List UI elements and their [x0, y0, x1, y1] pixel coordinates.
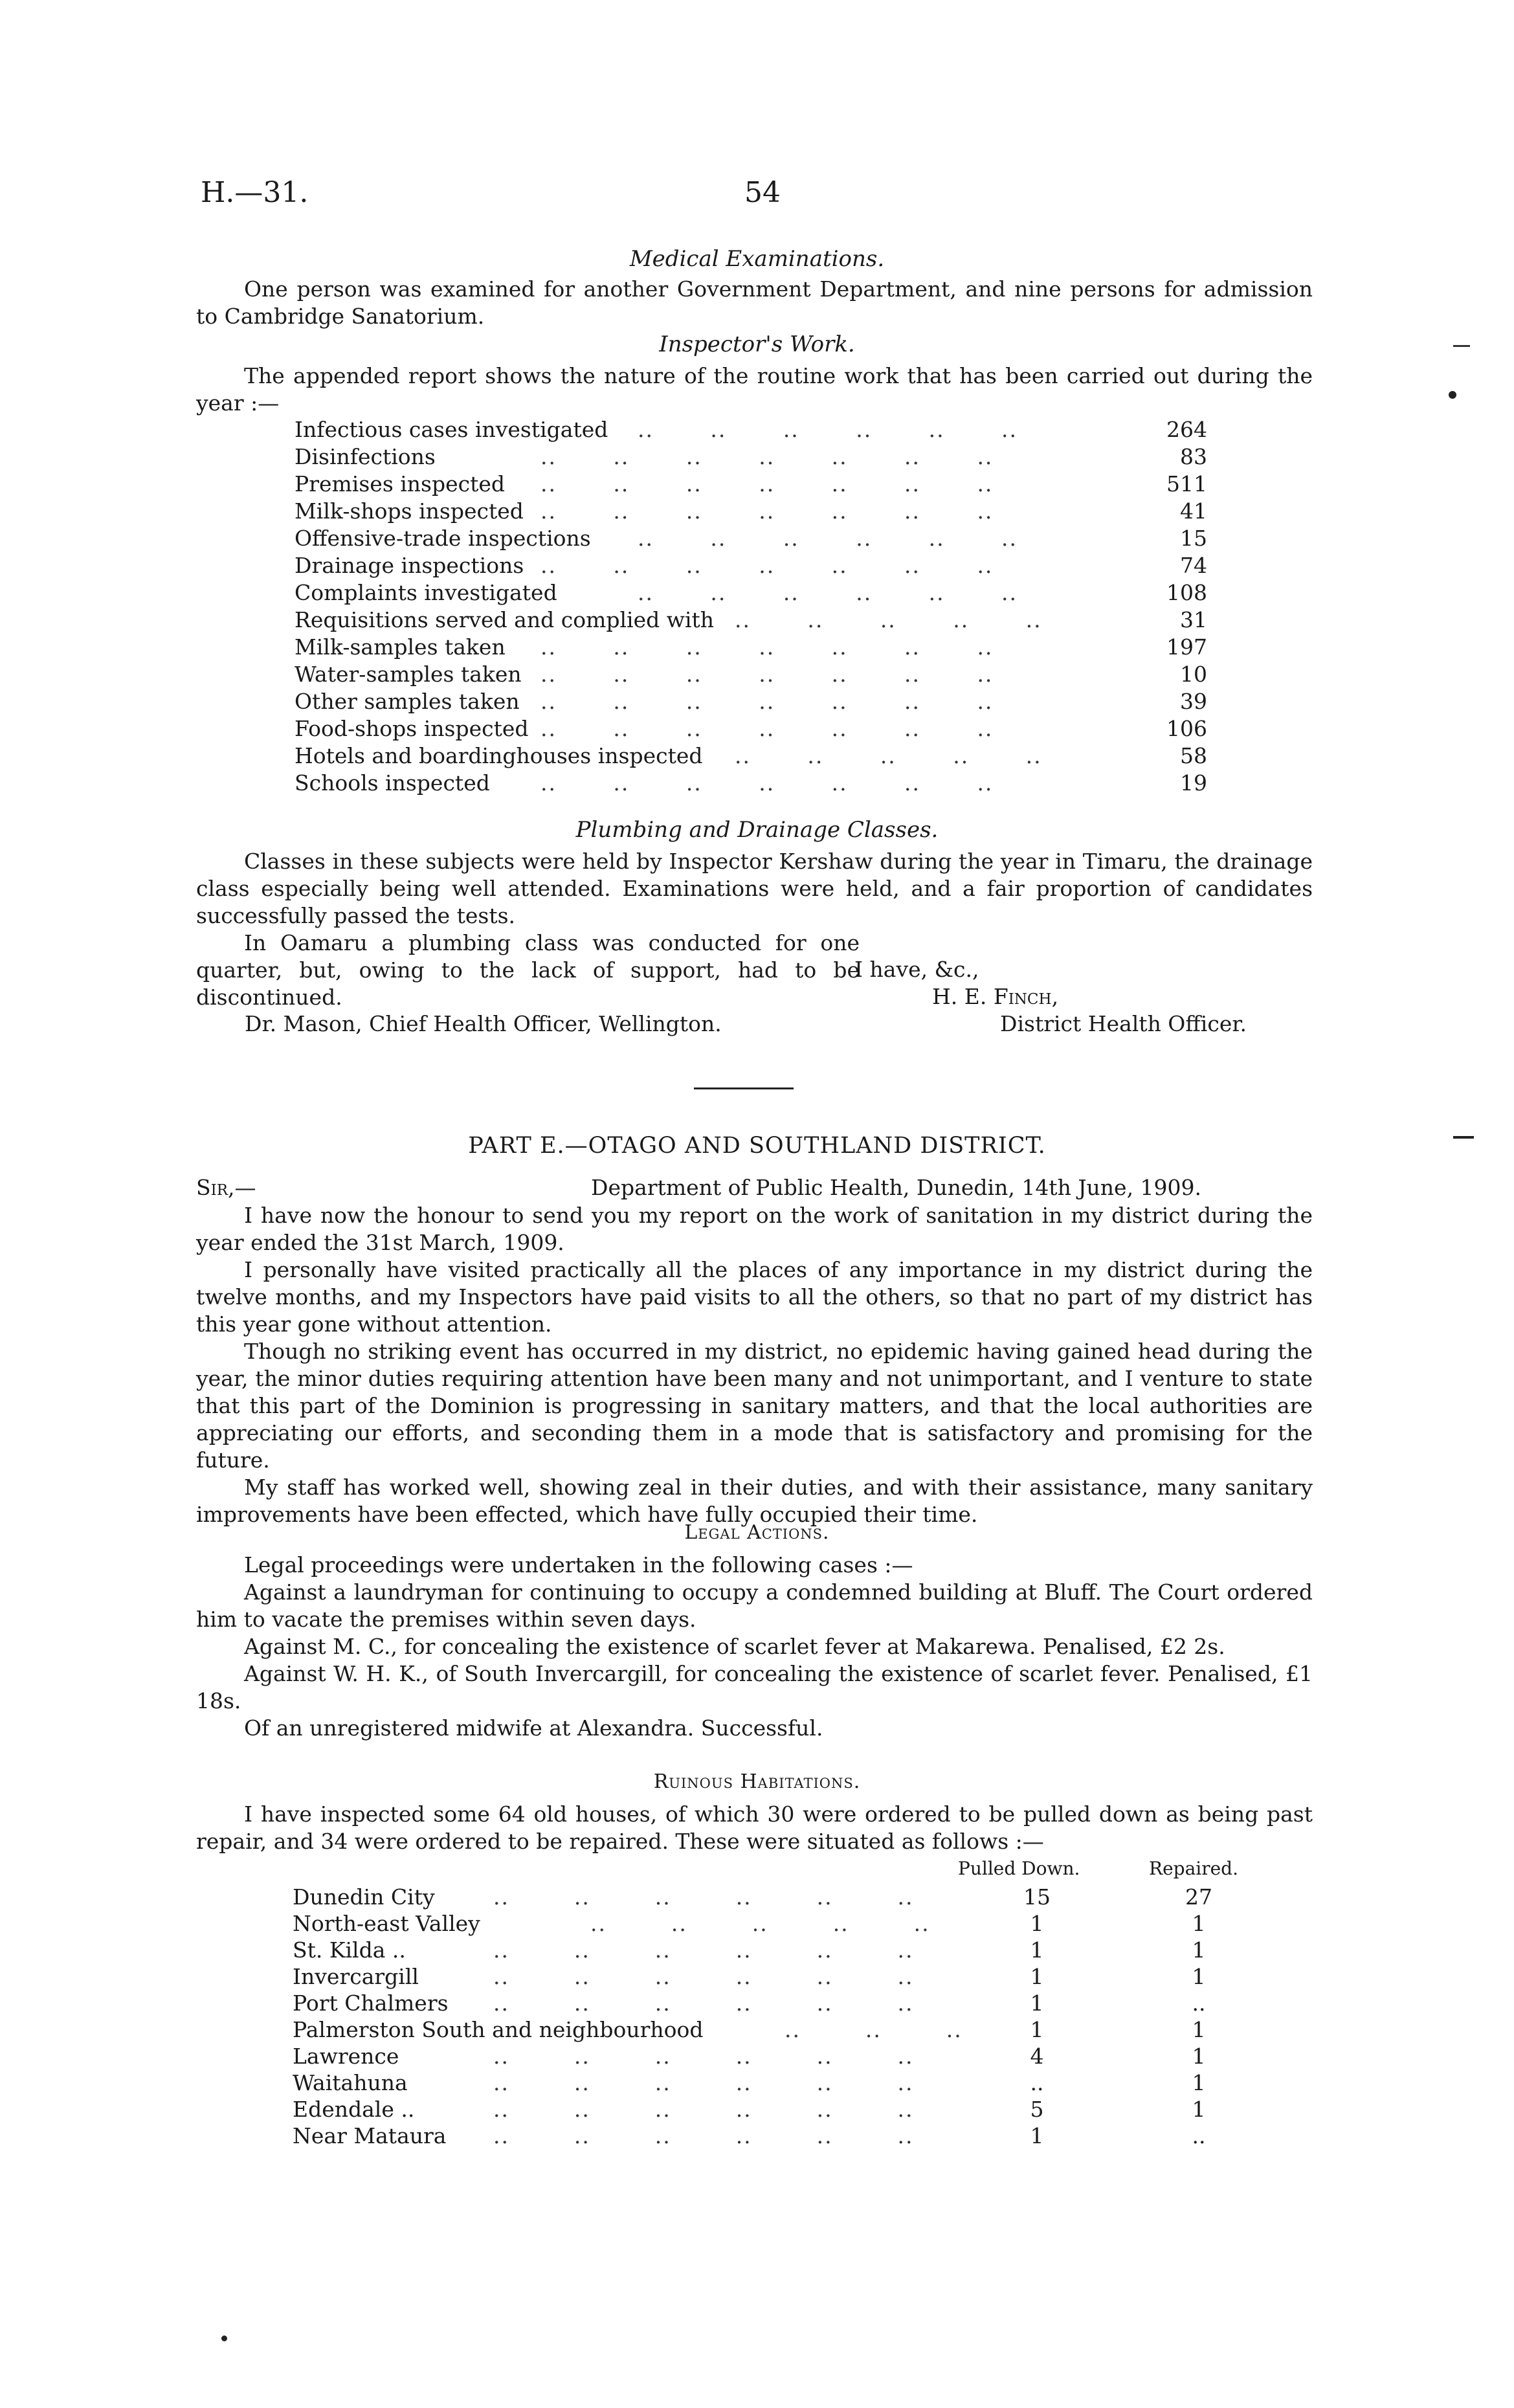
list-item: Premises inspected .. .. .. .. .. .. .. 511 — [295, 471, 1207, 496]
list-item: Water-samples taken .. .. .. .. .. .. .. 10 — [295, 662, 1207, 687]
medical-text — [196, 276, 1313, 330]
item-value: 15 — [1180, 526, 1207, 551]
item-label: Food-shops inspected — [295, 716, 529, 741]
item-label: Infectious cases investigated — [295, 417, 608, 442]
legal-body — [196, 1552, 1313, 1742]
part-e-paragraph: I personally have visited practically all the places of any importance in my district during the twelve months, and my Inspectors have paid visits to all the others, so that no part of my district has this year gone without attention. — [196, 1257, 1313, 1337]
pulled-down-value: 5 — [1030, 2097, 1044, 2122]
list-item: Requisitions served and complied with .. .. .. .. .. 31 — [295, 607, 1207, 632]
margin-mark — [1453, 345, 1470, 347]
place-name: North-east Valley — [293, 1911, 480, 1936]
part-e-body — [196, 1202, 1313, 1528]
repaired-value: 1 — [1192, 2097, 1206, 2122]
list-item: Complaints investigated .. .. .. .. .. .. 108 — [295, 580, 1207, 605]
list-item: Food-shops inspected .. .. .. .. .. .. .. 106 — [295, 716, 1207, 741]
place-name: Near Mataura — [293, 2123, 447, 2148]
list-item: Milk-shops inspected .. .. .. .. .. .. .. 41 — [295, 498, 1207, 524]
ruinous-heading: Ruinous Habitations. — [653, 1770, 861, 1793]
item-value: 106 — [1166, 716, 1207, 741]
repaired-value: 1 — [1192, 2017, 1206, 2042]
item-label: Drainage inspections — [295, 553, 524, 578]
medical-paragraph: One person was examined for another Government Department, and nine persons for admission to Cambridge Sanatorium. — [196, 276, 1313, 329]
place-name: Palmerston South and neighbourhood — [293, 2017, 704, 2042]
addressee: Dr. Mason, Chief Health Officer, Wellington. — [245, 1011, 722, 1036]
list-item: Drainage inspections .. .. .. .. .. .. .. 74 — [295, 553, 1207, 578]
legal-heading: Legal Actions. — [684, 1521, 830, 1544]
table-row: St. Kilda .. .. .. .. .. .. .. 1 1 — [293, 1937, 1276, 1964]
table-row: Near Mataura .. .. .. .. .. .. 1 .. — [293, 2123, 1276, 2150]
item-value: 74 — [1180, 553, 1207, 578]
salutation: Sir,— — [196, 1175, 256, 1200]
item-value: 197 — [1166, 634, 1207, 660]
table-row: Palmerston South and neighbourhood .. .. .. 1 1 — [293, 2016, 1276, 2044]
list-item: Other samples taken .. .. .. .. .. .. .. 39 — [295, 689, 1207, 714]
place-name: St. Kilda .. — [293, 1937, 406, 1963]
legal-paragraph: Against a laundryman for continuing to occupy a condemned building at Bluff. The Court ordered him to vacate the premises within seven days. — [196, 1579, 1313, 1632]
table-row: Invercargill .. .. .. .. .. .. 1 1 — [293, 1963, 1276, 1990]
pulled-down-value: 1 — [1030, 2017, 1044, 2042]
list-item: Disinfections .. .. .. .. .. .. .. 83 — [295, 444, 1207, 469]
medical-heading: Medical Examinations. — [629, 246, 885, 272]
item-label: Disinfections — [295, 444, 436, 469]
legal-paragraph: Against W. H. K., of South Invercargill, for concealing the existence of scarlet fever. Penalised, £1 18s. — [196, 1661, 1313, 1713]
inspector-intro — [196, 362, 1313, 417]
plumbing-text — [196, 848, 1313, 1011]
report-reference: H.—31. — [201, 176, 309, 209]
pulled-down-value: 1 — [1030, 1990, 1044, 2016]
item-value: 41 — [1180, 498, 1207, 524]
item-label: Schools inspected — [295, 770, 490, 796]
signatory-title: District Health Officer. — [1000, 1011, 1247, 1036]
item-value: 511 — [1166, 471, 1207, 496]
legal-paragraph: Legal proceedings were undertaken in the following cases :— — [244, 1552, 913, 1577]
list-item: Schools inspected .. .. .. .. .. .. .. 19 — [295, 770, 1207, 796]
item-label: Other samples taken — [295, 689, 520, 714]
item-value: 108 — [1166, 580, 1207, 605]
repaired-value: 1 — [1192, 1964, 1206, 1989]
signatory-name: H. E. Finch, — [932, 984, 1059, 1009]
margin-mark — [1453, 1136, 1474, 1139]
item-label: Requisitions served and complied with — [295, 607, 715, 632]
place-name: Lawrence — [293, 2044, 399, 2069]
part-e-heading: PART E.—OTAGO AND SOUTHLAND DISTRICT. — [468, 1133, 1046, 1159]
pulled-down-value: 1 — [1030, 1937, 1044, 1963]
pulled-down-value: .. — [1030, 2070, 1044, 2095]
part-e-paragraph: Though no striking event has occurred in my district, no epidemic having gained head during the year, the minor duties requiring attention have been many and not unimportant, and I venture to state that this part of the Dominion is progressing in sanitary matters, and that the local authorities are appreciating our efforts, and seconding them in a mode that is satisfactory and promising for the future. — [196, 1339, 1313, 1473]
place-name: Dunedin City — [293, 1884, 435, 1910]
place-name: Waitahuna — [293, 2070, 408, 2095]
table-row: Waitahuna .. .. .. .. .. .. .. 1 — [293, 2069, 1276, 2097]
closing-phrase: I have, &c., — [854, 957, 979, 982]
item-value: 31 — [1180, 607, 1207, 632]
column-header-pulled-down: Pulled Down. — [958, 1858, 1080, 1879]
item-value: 264 — [1166, 417, 1207, 442]
plumbing-paragraph-1: Classes in these subjects were held by Inspector Kershaw during the year in Timaru, the drainage class especially being well attended. Examinations were held, and a fair proportion of candidates successfully passed the tests. — [196, 849, 1313, 928]
pulled-down-value: 1 — [1030, 2123, 1044, 2148]
table-row: North-east Valley .. .. .. .. .. 1 1 — [293, 1910, 1276, 1937]
item-label: Milk-shops inspected — [295, 498, 524, 524]
inspector-intro-paragraph: The appended report shows the nature of the routine work that has been carried out during the year :— — [196, 363, 1313, 416]
repaired-value: .. — [1192, 2123, 1206, 2148]
item-label: Water-samples taken — [295, 662, 522, 687]
list-item: Milk-samples taken .. .. .. .. .. .. .. 197 — [295, 634, 1207, 660]
repaired-value: 1 — [1192, 1937, 1206, 1963]
item-value: 10 — [1180, 662, 1207, 687]
repaired-value: 1 — [1192, 1911, 1206, 1936]
table-row: Lawrence .. .. .. .. .. .. 4 1 — [293, 2043, 1276, 2070]
plumbing-heading: Plumbing and Drainage Classes. — [575, 817, 939, 843]
item-label: Premises inspected — [295, 471, 506, 496]
place-name: Edendale .. — [293, 2097, 415, 2122]
list-item: Hotels and boardinghouses inspected .. .. .. .. .. 58 — [295, 743, 1207, 768]
repaired-value: 1 — [1192, 2070, 1206, 2095]
pulled-down-value: 4 — [1030, 2044, 1044, 2069]
item-label: Complaints investigated — [295, 580, 557, 605]
place-name: Port Chalmers — [293, 1990, 449, 2016]
pulled-down-value: 1 — [1030, 1911, 1044, 1936]
margin-dot — [1449, 391, 1456, 399]
legal-paragraph: Of an unregistered midwife at Alexandra. Successful. — [244, 1715, 823, 1741]
item-label: Offensive-trade inspections — [295, 526, 591, 551]
plumbing-paragraph-2: In Oamaru a plumbing class was conducted for one quarter, but, owing to the lack of support, had to be discontinued. — [196, 930, 860, 1010]
list-item: Offensive-trade inspections .. .. .. .. .. .. 15 — [295, 526, 1207, 551]
table-row: Edendale .. .. .. .. .. .. .. 5 1 — [293, 2096, 1276, 2123]
repaired-value: .. — [1192, 1990, 1206, 2016]
column-header-repaired: Repaired. — [1149, 1858, 1239, 1879]
item-value: 58 — [1180, 743, 1207, 768]
pulled-down-value: 15 — [1023, 1884, 1051, 1910]
inspector-heading: Inspector's Work. — [659, 331, 855, 357]
part-e-paragraph: My staff has worked well, showing zeal in their duties, and with their assistance, many sanitary improvements have been effected, which have fully occupied their time. — [196, 1475, 1313, 1527]
item-value: 83 — [1180, 444, 1207, 469]
dateline: Department of Public Health, Dunedin, 14th June, 1909. — [591, 1175, 1202, 1200]
page-number: 54 — [744, 176, 781, 209]
repaired-value: 27 — [1185, 1884, 1212, 1910]
ruinous-intro — [196, 1801, 1313, 1855]
section-divider — [694, 1087, 794, 1089]
margin-dot — [221, 2336, 227, 2341]
part-e-paragraph: I have now the honour to send you my report on the work of sanitation in my district during the year ended the 31st March, 1909. — [196, 1203, 1313, 1255]
item-label: Hotels and boardinghouses inspected — [295, 743, 703, 768]
list-item: Infectious cases investigated .. .. .. .. .. .. 264 — [295, 417, 1207, 442]
pulled-down-value: 1 — [1030, 1964, 1044, 1989]
repaired-value: 1 — [1192, 2044, 1206, 2069]
table-row: Dunedin City .. .. .. .. .. .. 15 27 — [293, 1884, 1276, 1911]
ruinous-intro-paragraph: I have inspected some 64 old houses, of which 30 were ordered to be pulled down as being past repair, and 34 were ordered to be repaired. These were situated as follows :— — [196, 1801, 1313, 1854]
item-value: 19 — [1180, 770, 1207, 796]
legal-paragraph: Against M. C., for concealing the existence of scarlet fever at Makarewa. Penalised, £2 2s. — [244, 1634, 1225, 1659]
item-label: Milk-samples taken — [295, 634, 506, 660]
place-name: Invercargill — [293, 1964, 419, 1989]
table-row: Port Chalmers .. .. .. .. .. .. 1 .. — [293, 1990, 1276, 2017]
item-value: 39 — [1180, 689, 1207, 714]
